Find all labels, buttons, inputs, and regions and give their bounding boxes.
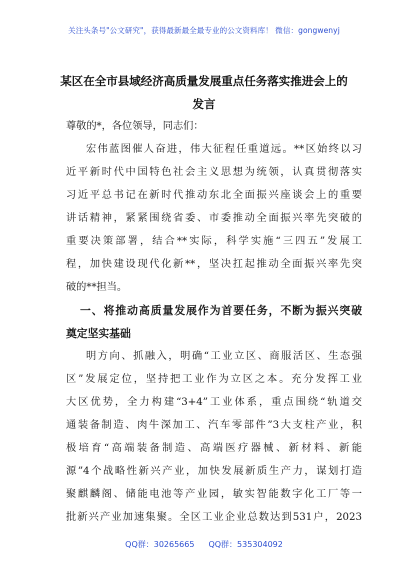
section-body-line: 聚麒麟阁、储能电池等产业园，敏实智能数字化工厂等一 — [66, 489, 362, 500]
document-title-line-2: 发言 — [192, 97, 216, 111]
intro-line: 习近平总书记在新时代推动东北全面振兴座谈会上的重要 — [66, 190, 362, 201]
intro-line: 重要决策部署，结合**实际，科学实施“三四五”发展工 — [66, 236, 362, 247]
footer-qq-groups — [0, 539, 408, 550]
intro-line: 程，加快建设现代化新**，坚决扛起推动全面振兴率先突 — [66, 259, 362, 270]
intro-line: 讲话精神，紧紧围绕省委、市委推动全面振兴率先突破的 — [66, 213, 362, 224]
section-body-line: 明方向、抓融入，明确“工业立区、商服活区、生态强 — [86, 351, 362, 362]
header-promo-note: 关注头条号"公文研究"，获得最新最全最专业的公文资料库！ 微信：gongwenyj — [68, 26, 340, 35]
intro-line: 近平新时代中国特色社会主义思想为统领，认真贯彻落实 — [66, 167, 362, 178]
section-body-line: 区”发展定位，坚持把工业作为立区之本。充分发挥工业 — [66, 374, 362, 385]
greeting: 尊敬的*，各位领导，同志们： — [66, 121, 204, 132]
section-body-line: 批新兴产业加速集聚。全区工业企业总数达到531户，2023 — [66, 512, 362, 523]
section-body-line: 通装备制造、肉牛深加工、汽车零部件”3大支柱产业，积 — [66, 420, 362, 431]
footer-qq-2: QQ群：535304092 — [208, 540, 283, 549]
section-heading: 奠定坚实基础 — [66, 327, 131, 340]
section-body-line: 源”4个战略性新兴产业，加快发展新质生产力，谋划打造 — [66, 466, 362, 477]
document-title-line-1: 某区在全市县域经济高质量发展重点任务落实推进会上的 — [60, 74, 348, 88]
section-body-line: 大区优势，全力构建“3+4”工业体系，重点围绕“轨道交 — [66, 397, 362, 408]
section-heading: 一、将推动高质量发展作为首要任务，不断为振兴突破 — [80, 304, 362, 317]
section-body-line: 极培育“高端装备制造、高端医疗器械、新材料、新能 — [66, 443, 362, 454]
intro-line: 宏伟蓝图催人奋进，伟大征程任重道远。**区始终以习 — [86, 144, 362, 155]
footer-qq-1: QQ群：30265665 — [125, 540, 195, 549]
intro-line: 破的**担当。 — [66, 282, 128, 293]
